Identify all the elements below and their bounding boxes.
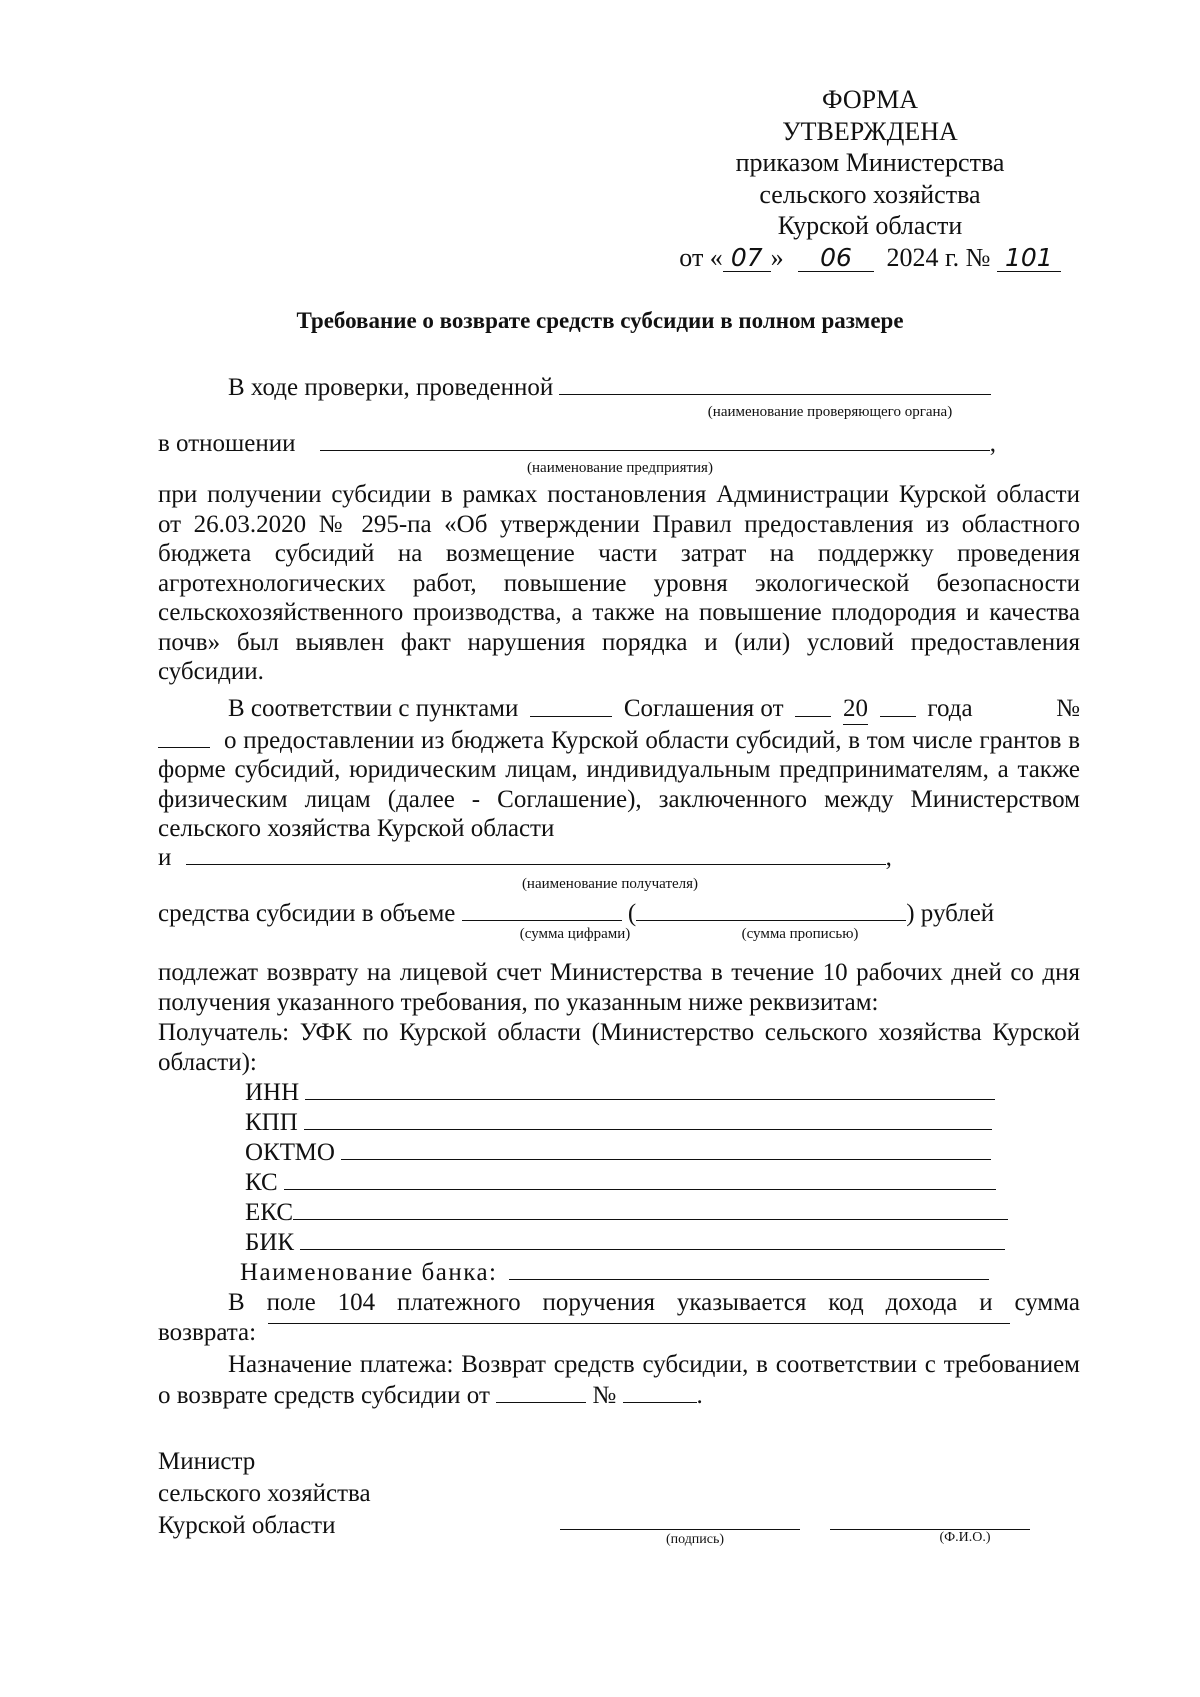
order-number: 101 bbox=[997, 245, 1061, 272]
order-year: 2024 г. № bbox=[886, 242, 991, 272]
oktmo-field[interactable] bbox=[341, 1139, 991, 1160]
amount-close: ) рублей bbox=[906, 900, 995, 927]
minister-title: Министр bbox=[158, 1448, 256, 1475]
agreement-number-field[interactable] bbox=[158, 725, 210, 748]
eks-label: ЕКС bbox=[245, 1199, 293, 1226]
amount-digits-caption: (сумма цифрами) bbox=[519, 926, 631, 942]
agreement-year-prefix: 20 bbox=[843, 694, 868, 725]
inspecting-body-caption: (наименование проверяющего органа) bbox=[707, 404, 953, 420]
bik-label: БИК bbox=[245, 1229, 295, 1256]
agreement-year-label: года bbox=[927, 695, 973, 722]
inn-label: ИНН bbox=[245, 1079, 300, 1106]
agreement-paragraph bbox=[158, 694, 1080, 844]
recipient-field[interactable] bbox=[186, 842, 886, 865]
amount-open-paren: ( bbox=[627, 900, 637, 927]
order-day: 07 bbox=[723, 245, 771, 272]
document-title: Требование о возврате средств субсидии в полном размере bbox=[296, 308, 904, 333]
purpose-date-field[interactable] bbox=[496, 1380, 586, 1403]
enterprise-caption: (наименование предприятия) bbox=[527, 460, 713, 476]
minister-title-3: Курской области bbox=[158, 1512, 336, 1539]
region-line: Курской области bbox=[777, 211, 963, 240]
kpp-field[interactable] bbox=[304, 1109, 992, 1130]
date-prefix: от « bbox=[679, 242, 723, 272]
regarding-comma: , bbox=[989, 430, 997, 457]
agreement-day-field[interactable] bbox=[795, 694, 831, 717]
purpose-paragraph bbox=[158, 1350, 1080, 1410]
approval-block bbox=[640, 84, 1100, 273]
field104-return-field[interactable] bbox=[268, 1322, 1010, 1324]
full-name-caption: (Ф.И.О.) bbox=[939, 1530, 991, 1545]
amount-line bbox=[158, 898, 994, 928]
bank-field[interactable] bbox=[509, 1259, 989, 1280]
recipient-line bbox=[158, 842, 892, 872]
amount-prefix: средства субсидии в объеме bbox=[158, 900, 456, 927]
regarding-prefix: в отношении bbox=[158, 430, 296, 457]
minister-title-2: сельского хозяйства bbox=[158, 1480, 371, 1507]
inspecting-body-field[interactable] bbox=[559, 372, 991, 395]
amount-words-field[interactable] bbox=[636, 898, 906, 921]
requisite-eks bbox=[245, 1198, 1008, 1228]
amount-words-caption: (сумма прописью) bbox=[741, 926, 859, 942]
ks-field[interactable] bbox=[284, 1169, 996, 1190]
bank-line bbox=[240, 1258, 989, 1288]
eks-field[interactable] bbox=[293, 1199, 1008, 1220]
field104-text: В поле 104 платежного поручения указывается код дохода и сумма возврата: bbox=[158, 1289, 1080, 1346]
requisite-kpp bbox=[245, 1108, 992, 1138]
signature-caption: (подпись) bbox=[665, 1532, 725, 1547]
purpose-text: Назначение платежа: Возврат средств субсидии, в соответствии с требованием о возврате средств субсидии от bbox=[158, 1351, 1080, 1409]
agreement-first-line bbox=[158, 694, 1080, 725]
requisite-bik bbox=[245, 1228, 1005, 1258]
check-line bbox=[228, 372, 991, 402]
inn-field[interactable] bbox=[305, 1079, 995, 1100]
return-paragraph: подлежат возврату на лицевой счет Министерства в течение 10 рабочих дней со дня получения указанного требования, по указанным ниже реквизитам: bbox=[158, 959, 1080, 1016]
violation-paragraph: при получении субсидии в рамках постановления Администрации Курской области от 26.03.2020 № 295-па «Об утверждении Правил предоставления из областного бюджета субсидий на возмещение части затрат на поддержку проведения агротехнологических работ, повышение уровня экологической безопасности сельскохозяйственного производства, а также на повышение плодородия и качества почв» был выявлен факт нарушения порядка и (или) условий предоставления субсидии. bbox=[158, 481, 1080, 685]
kpp-label: КПП bbox=[245, 1109, 298, 1136]
order-date-line bbox=[640, 242, 1100, 274]
requisite-inn bbox=[245, 1078, 995, 1108]
check-prefix: В ходе проверки, проведенной bbox=[228, 374, 554, 401]
order-month: 06 bbox=[798, 245, 874, 272]
bik-field[interactable] bbox=[300, 1229, 1005, 1250]
agreement-date-label: Соглашения от bbox=[623, 695, 784, 722]
agreement-rest bbox=[158, 725, 1080, 844]
and-label: и bbox=[158, 844, 172, 871]
agreement-rest-text: о предоставлении из бюджета Курской области субсидий, в том числе грантов в форме субсидий, юридическим лицам, индивидуальным предпринимателям, а также физическим лицам (далее - Соглашение), заключенного между Министерством сельского хозяйства Курской области bbox=[158, 726, 1080, 842]
requisite-oktmo bbox=[245, 1138, 991, 1168]
purpose-dot: . bbox=[696, 1381, 703, 1409]
amount-digits-field[interactable] bbox=[462, 898, 622, 921]
requisite-ks bbox=[245, 1168, 996, 1198]
enterprise-field[interactable] bbox=[320, 428, 990, 451]
recipient-comma: , bbox=[885, 844, 892, 871]
regarding-line bbox=[158, 428, 996, 458]
purpose-number-field[interactable] bbox=[623, 1380, 697, 1403]
agreement-number-sign: № bbox=[1056, 695, 1080, 722]
agreement-points-field[interactable] bbox=[530, 694, 612, 717]
date-quote: » bbox=[770, 242, 784, 272]
approved-label: УТВЕРЖДЕНА bbox=[782, 116, 958, 146]
form-label: ФОРМА bbox=[822, 85, 918, 114]
ministry-line: сельского хозяйства bbox=[759, 179, 981, 209]
order-line: приказом Министерства bbox=[735, 148, 1005, 177]
field104-paragraph bbox=[158, 1288, 1080, 1347]
ks-label: КС bbox=[245, 1169, 278, 1196]
signature-field[interactable] bbox=[560, 1528, 800, 1530]
agreement-year-field[interactable] bbox=[880, 694, 916, 717]
agreement-points-label: В соответствии с пунктами bbox=[228, 695, 519, 722]
oktmo-label: ОКТМО bbox=[245, 1139, 335, 1166]
recipient-caption: (наименование получателя) bbox=[521, 876, 699, 892]
bank-label: Наименование банка: bbox=[240, 1259, 498, 1286]
purpose-number-sign: № bbox=[592, 1381, 617, 1409]
payee-paragraph: Получатель: УФК по Курской области (Министерство сельского хозяйства Курской области): bbox=[158, 1019, 1080, 1076]
